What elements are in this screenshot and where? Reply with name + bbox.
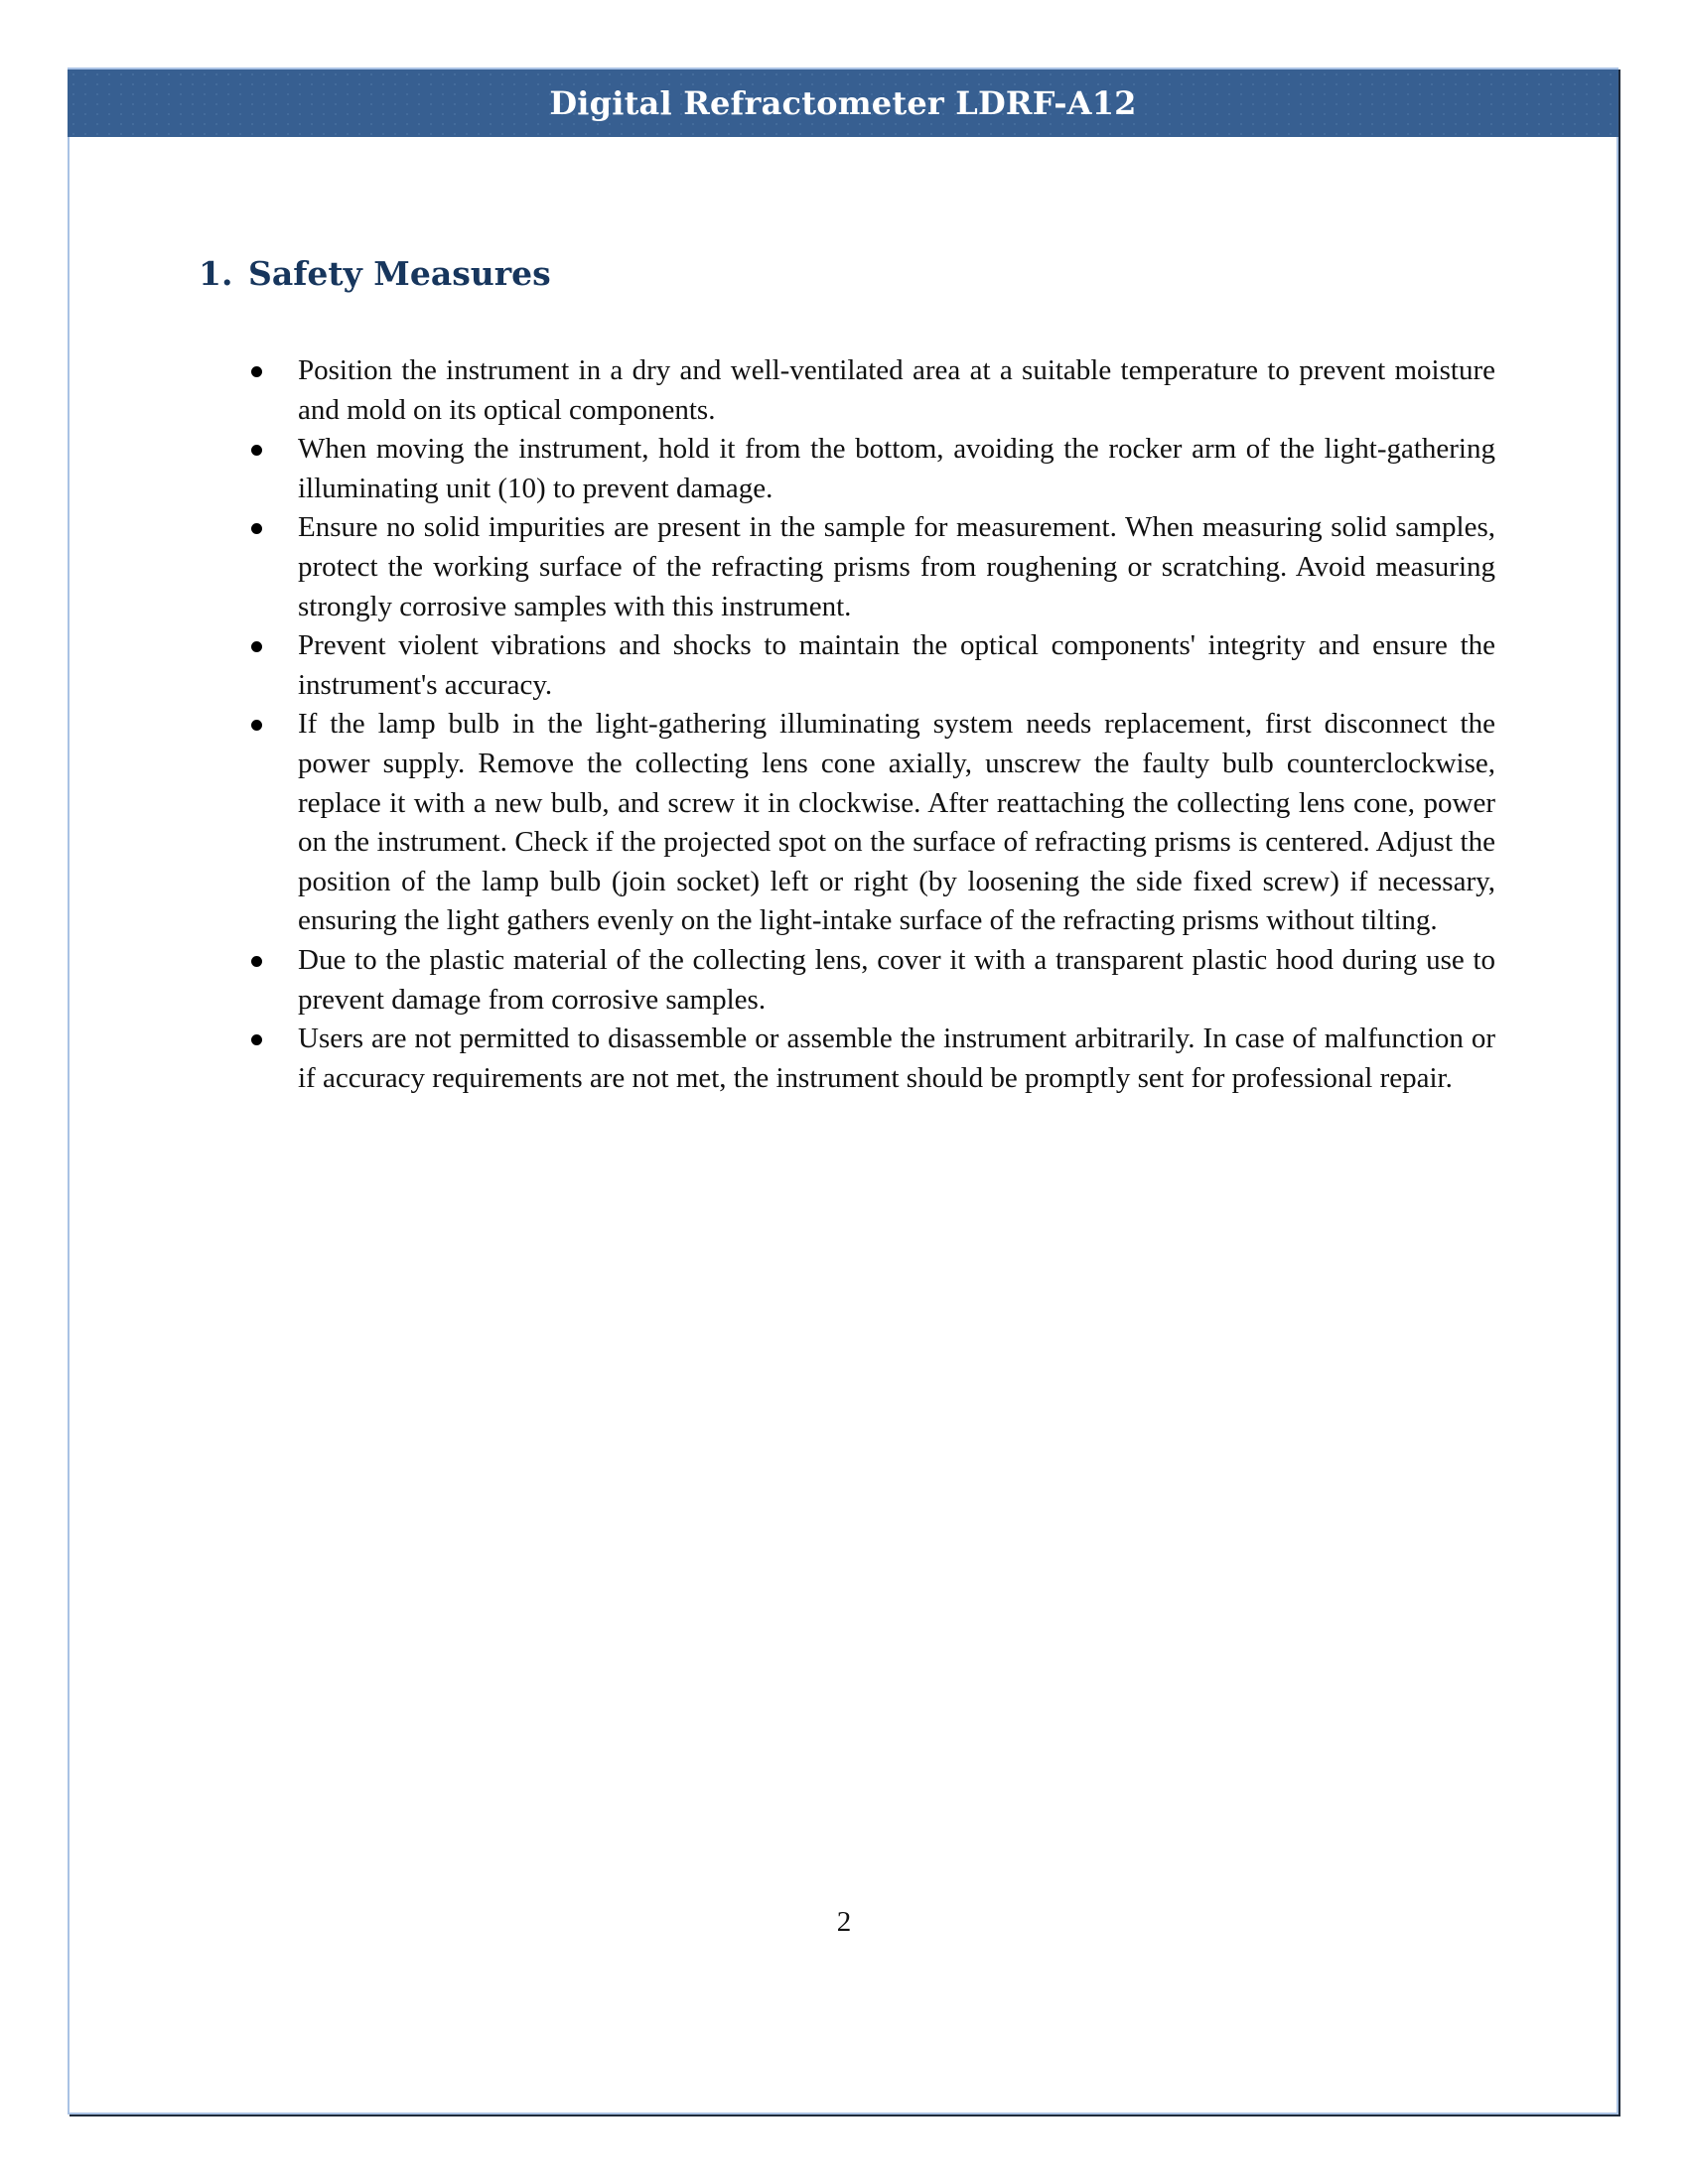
bullet-icon — [251, 1034, 262, 1045]
list-item-text: If the lamp bulb in the light-gathering illuminating system needs replacement, first disconnect the power supply. Remove the collecting lens cone axially, unscrew the faulty bulb counterclockwise, replace it with a new bulb, and screw it in clockwise. After reattaching the collecting lens cone, power on the instrument. Check if the projected spot on the surface of refracting prisms is centered. Adjust the position of the lamp bulb (join socket) left or right (by loosening the side fixed screw) if necessary, ensuring the light gathers evenly on the light-intake surface of the refracting prisms without tilting. — [298, 708, 1495, 937]
page-number: 2 — [836, 1906, 852, 1938]
list-item-text: Prevent violent vibrations and shocks to maintain the optical components' integrity and ensure the instrument's accuracy. — [298, 629, 1495, 701]
bullet-icon — [251, 523, 262, 534]
list-item — [248, 351, 1495, 430]
list-item-text: Users are not permitted to disassemble or assemble the instrument arbitrarily. In case of malfunction or if accuracy requirements are not met, the instrument should be promptly sent for professional repair. — [298, 1023, 1495, 1094]
bullet-icon — [251, 956, 262, 967]
list-item-text: Position the instrument in a dry and well-ventilated area at a suitable temperature to prevent moisture and mold on its optical components. — [298, 354, 1495, 426]
bullet-icon — [251, 445, 262, 456]
bullet-icon — [251, 366, 262, 377]
list-item — [248, 508, 1495, 626]
section-number: 1. — [199, 254, 233, 293]
bullet-icon — [251, 720, 262, 731]
list-item — [248, 430, 1495, 508]
list-item — [248, 626, 1495, 705]
list-item — [248, 941, 1495, 1020]
list-item — [248, 705, 1495, 941]
document-title: Digital Refractometer LDRF-A12 — [549, 84, 1137, 122]
section-title: Safety Measures — [248, 254, 551, 293]
list-item-text: Ensure no solid impurities are present in the sample for measurement. When measuring solid samples, protect the working surface of the refracting prisms from roughening or scratching. Avoid measuring strongly corrosive samples with this instrument. — [298, 511, 1495, 622]
list-item-text: Due to the plastic material of the collecting lens, cover it with a transparent plastic hood during use to prevent damage from corrosive samples. — [298, 943, 1495, 1016]
section-heading — [199, 254, 551, 293]
document-header-bar — [68, 68, 1618, 137]
list-item — [248, 1020, 1495, 1098]
bullet-icon — [251, 641, 262, 652]
list-item-text: When moving the instrument, hold it from the bottom, avoiding the rocker arm of the light-gathering illuminating unit (10) to prevent damage. — [298, 433, 1495, 504]
safety-measures-list — [248, 351, 1495, 1098]
